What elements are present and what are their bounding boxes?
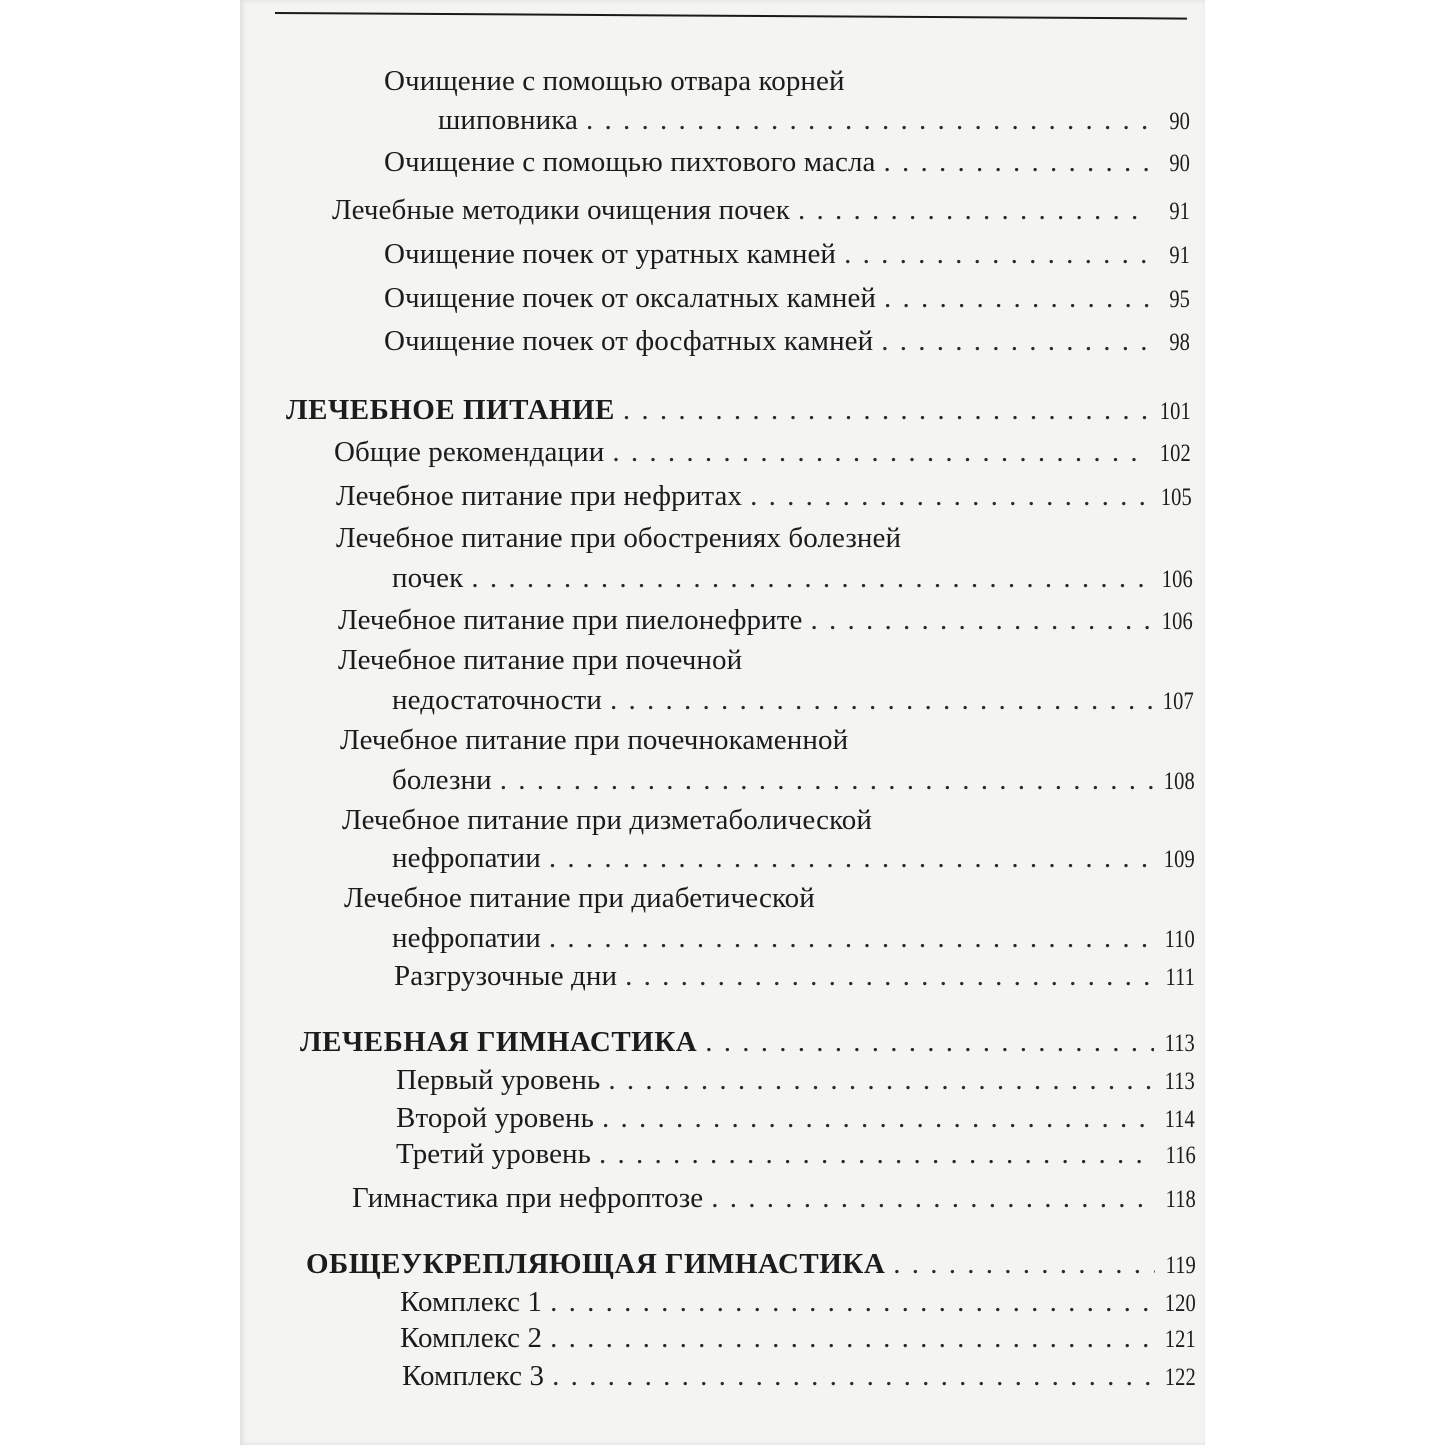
toc-line (342, 800, 1195, 840)
page-number: 119 (1165, 1252, 1196, 1279)
toc-entry (334, 432, 1191, 472)
page-number: 91 (1169, 198, 1190, 225)
toc-entry (332, 190, 1190, 230)
toc-entry (394, 956, 1195, 996)
toc-text: Лечебное питание при нефритах (336, 480, 743, 512)
toc-entry (396, 1060, 1195, 1100)
toc-entry (352, 1178, 1196, 1218)
toc-text: нефропатии (392, 842, 541, 874)
dot-leader (623, 390, 1149, 430)
dot-leader (884, 278, 1150, 318)
toc-text: Очищение почек от оксалатных камней (384, 282, 877, 314)
toc-text: ОБЩЕУКРЕПЛЯЮЩАЯ ГИМНАСТИКА (306, 1248, 886, 1280)
page-number: 114 (1164, 1106, 1195, 1133)
toc-line (338, 640, 1193, 680)
toc-text: почек (392, 562, 464, 594)
toc-text: Комплекс 3 (402, 1360, 545, 1392)
toc-entry (338, 600, 1193, 640)
page-number: 122 (1164, 1364, 1196, 1391)
dot-leader (881, 321, 1150, 361)
toc-entry (392, 558, 1193, 598)
page-number: 113 (1164, 1068, 1195, 1095)
toc-text: Лечебное питание при пиелонефрите (338, 604, 803, 636)
toc-text: Комплекс 1 (400, 1286, 543, 1318)
page-number: 111 (1165, 964, 1195, 991)
toc-entry (384, 321, 1190, 361)
dot-leader (608, 1060, 1154, 1100)
toc-section-heading (306, 1244, 1196, 1284)
toc-text: недостаточности (392, 684, 602, 716)
dot-leader (705, 1022, 1154, 1062)
dot-leader (586, 100, 1150, 140)
page-number: 101 (1159, 398, 1191, 425)
dot-leader (610, 680, 1152, 720)
toc-text: Лечебное питание при дизметаболической (342, 804, 873, 836)
page-number: 90 (1169, 108, 1190, 135)
toc-entry (400, 1318, 1196, 1358)
page-number: 120 (1164, 1290, 1196, 1317)
page-number: 106 (1161, 566, 1193, 593)
toc-text: Лечебное питание при почечной (338, 644, 743, 676)
toc-text: Лечебное питание при диабетической (344, 882, 815, 914)
toc-entry (392, 680, 1194, 720)
toc-text: ЛЕЧЕБНАЯ ГИМНАСТИКА (300, 1026, 698, 1058)
dot-leader (599, 1134, 1155, 1174)
toc-entry (384, 142, 1190, 182)
toc-entry (392, 838, 1195, 878)
page-number: 121 (1164, 1326, 1196, 1353)
toc-text: Второй уровень (396, 1102, 594, 1134)
toc-text: болезни (392, 764, 492, 796)
page-number: 106 (1161, 608, 1193, 635)
page-number: 118 (1165, 1186, 1196, 1213)
toc-entry (384, 234, 1190, 274)
toc-entry (400, 1282, 1196, 1322)
page-number: 91 (1169, 242, 1190, 269)
page-number: 108 (1163, 768, 1195, 795)
toc-entry (402, 1356, 1196, 1396)
page-number: 90 (1169, 150, 1190, 177)
dot-leader (471, 558, 1151, 598)
page-number: 95 (1169, 286, 1190, 313)
dot-leader (552, 1356, 1154, 1396)
dot-leader (625, 956, 1155, 996)
toc-text: Общие рекомендации (334, 436, 605, 468)
toc-line (336, 518, 1192, 558)
toc-line (340, 720, 1194, 760)
dot-leader (798, 190, 1150, 230)
dot-leader (602, 1098, 1154, 1138)
page-number: 110 (1164, 926, 1195, 953)
page-number: 116 (1165, 1142, 1196, 1169)
dot-leader (750, 476, 1150, 516)
toc-text: Гимнастика при нефроптозе (352, 1182, 704, 1214)
toc-text: шиповника (438, 104, 579, 136)
dot-leader (844, 234, 1150, 274)
page-number: 98 (1169, 329, 1190, 356)
toc-text: Очищение почек от уратных камней (384, 238, 837, 270)
toc-text: Очищение с помощью отвара корней (384, 65, 845, 97)
page-number: 105 (1160, 484, 1192, 511)
dot-leader (811, 600, 1152, 640)
toc-text: Лечебные методики очищения почек (332, 194, 790, 226)
toc-text: Третий уровень (396, 1138, 591, 1170)
toc-text: Первый уровень (396, 1064, 601, 1096)
dot-leader (549, 838, 1153, 878)
toc-text: ЛЕЧЕБНОЕ ПИТАНИЕ (286, 394, 615, 426)
page-number: 109 (1163, 846, 1195, 873)
toc-entry (438, 100, 1190, 140)
toc-section-heading (300, 1022, 1195, 1062)
toc-text: Лечебное питание при почечнокаменной (340, 724, 849, 756)
toc-text: Очищение почек от фосфатных камней (384, 325, 874, 357)
dot-leader (550, 1282, 1154, 1322)
dot-leader (549, 918, 1154, 958)
toc-text: Разгрузочные дни (394, 960, 618, 992)
dot-leader (884, 142, 1151, 182)
page-number: 107 (1162, 688, 1194, 715)
toc-text: нефропатии (392, 922, 541, 954)
toc-line (384, 61, 1184, 101)
toc-entry (336, 476, 1192, 516)
toc-section-heading (286, 390, 1191, 430)
toc-line (344, 878, 1195, 918)
dot-leader (711, 1178, 1155, 1218)
page-number: 102 (1159, 440, 1191, 467)
dot-leader (500, 760, 1153, 800)
toc-text: Очищение с помощью пихтового масла (384, 146, 876, 178)
toc-entry (384, 278, 1190, 318)
toc-entry (396, 1098, 1195, 1138)
dot-leader (893, 1244, 1155, 1284)
page-number: 113 (1164, 1030, 1195, 1057)
toc-entry (392, 760, 1195, 800)
toc-entry (392, 918, 1195, 958)
toc-entry (396, 1134, 1196, 1174)
dot-leader (550, 1318, 1154, 1358)
toc-text: Комплекс 2 (400, 1322, 543, 1354)
toc-text: Лечебное питание при обострениях болезней (336, 522, 902, 554)
dot-leader (612, 432, 1149, 472)
